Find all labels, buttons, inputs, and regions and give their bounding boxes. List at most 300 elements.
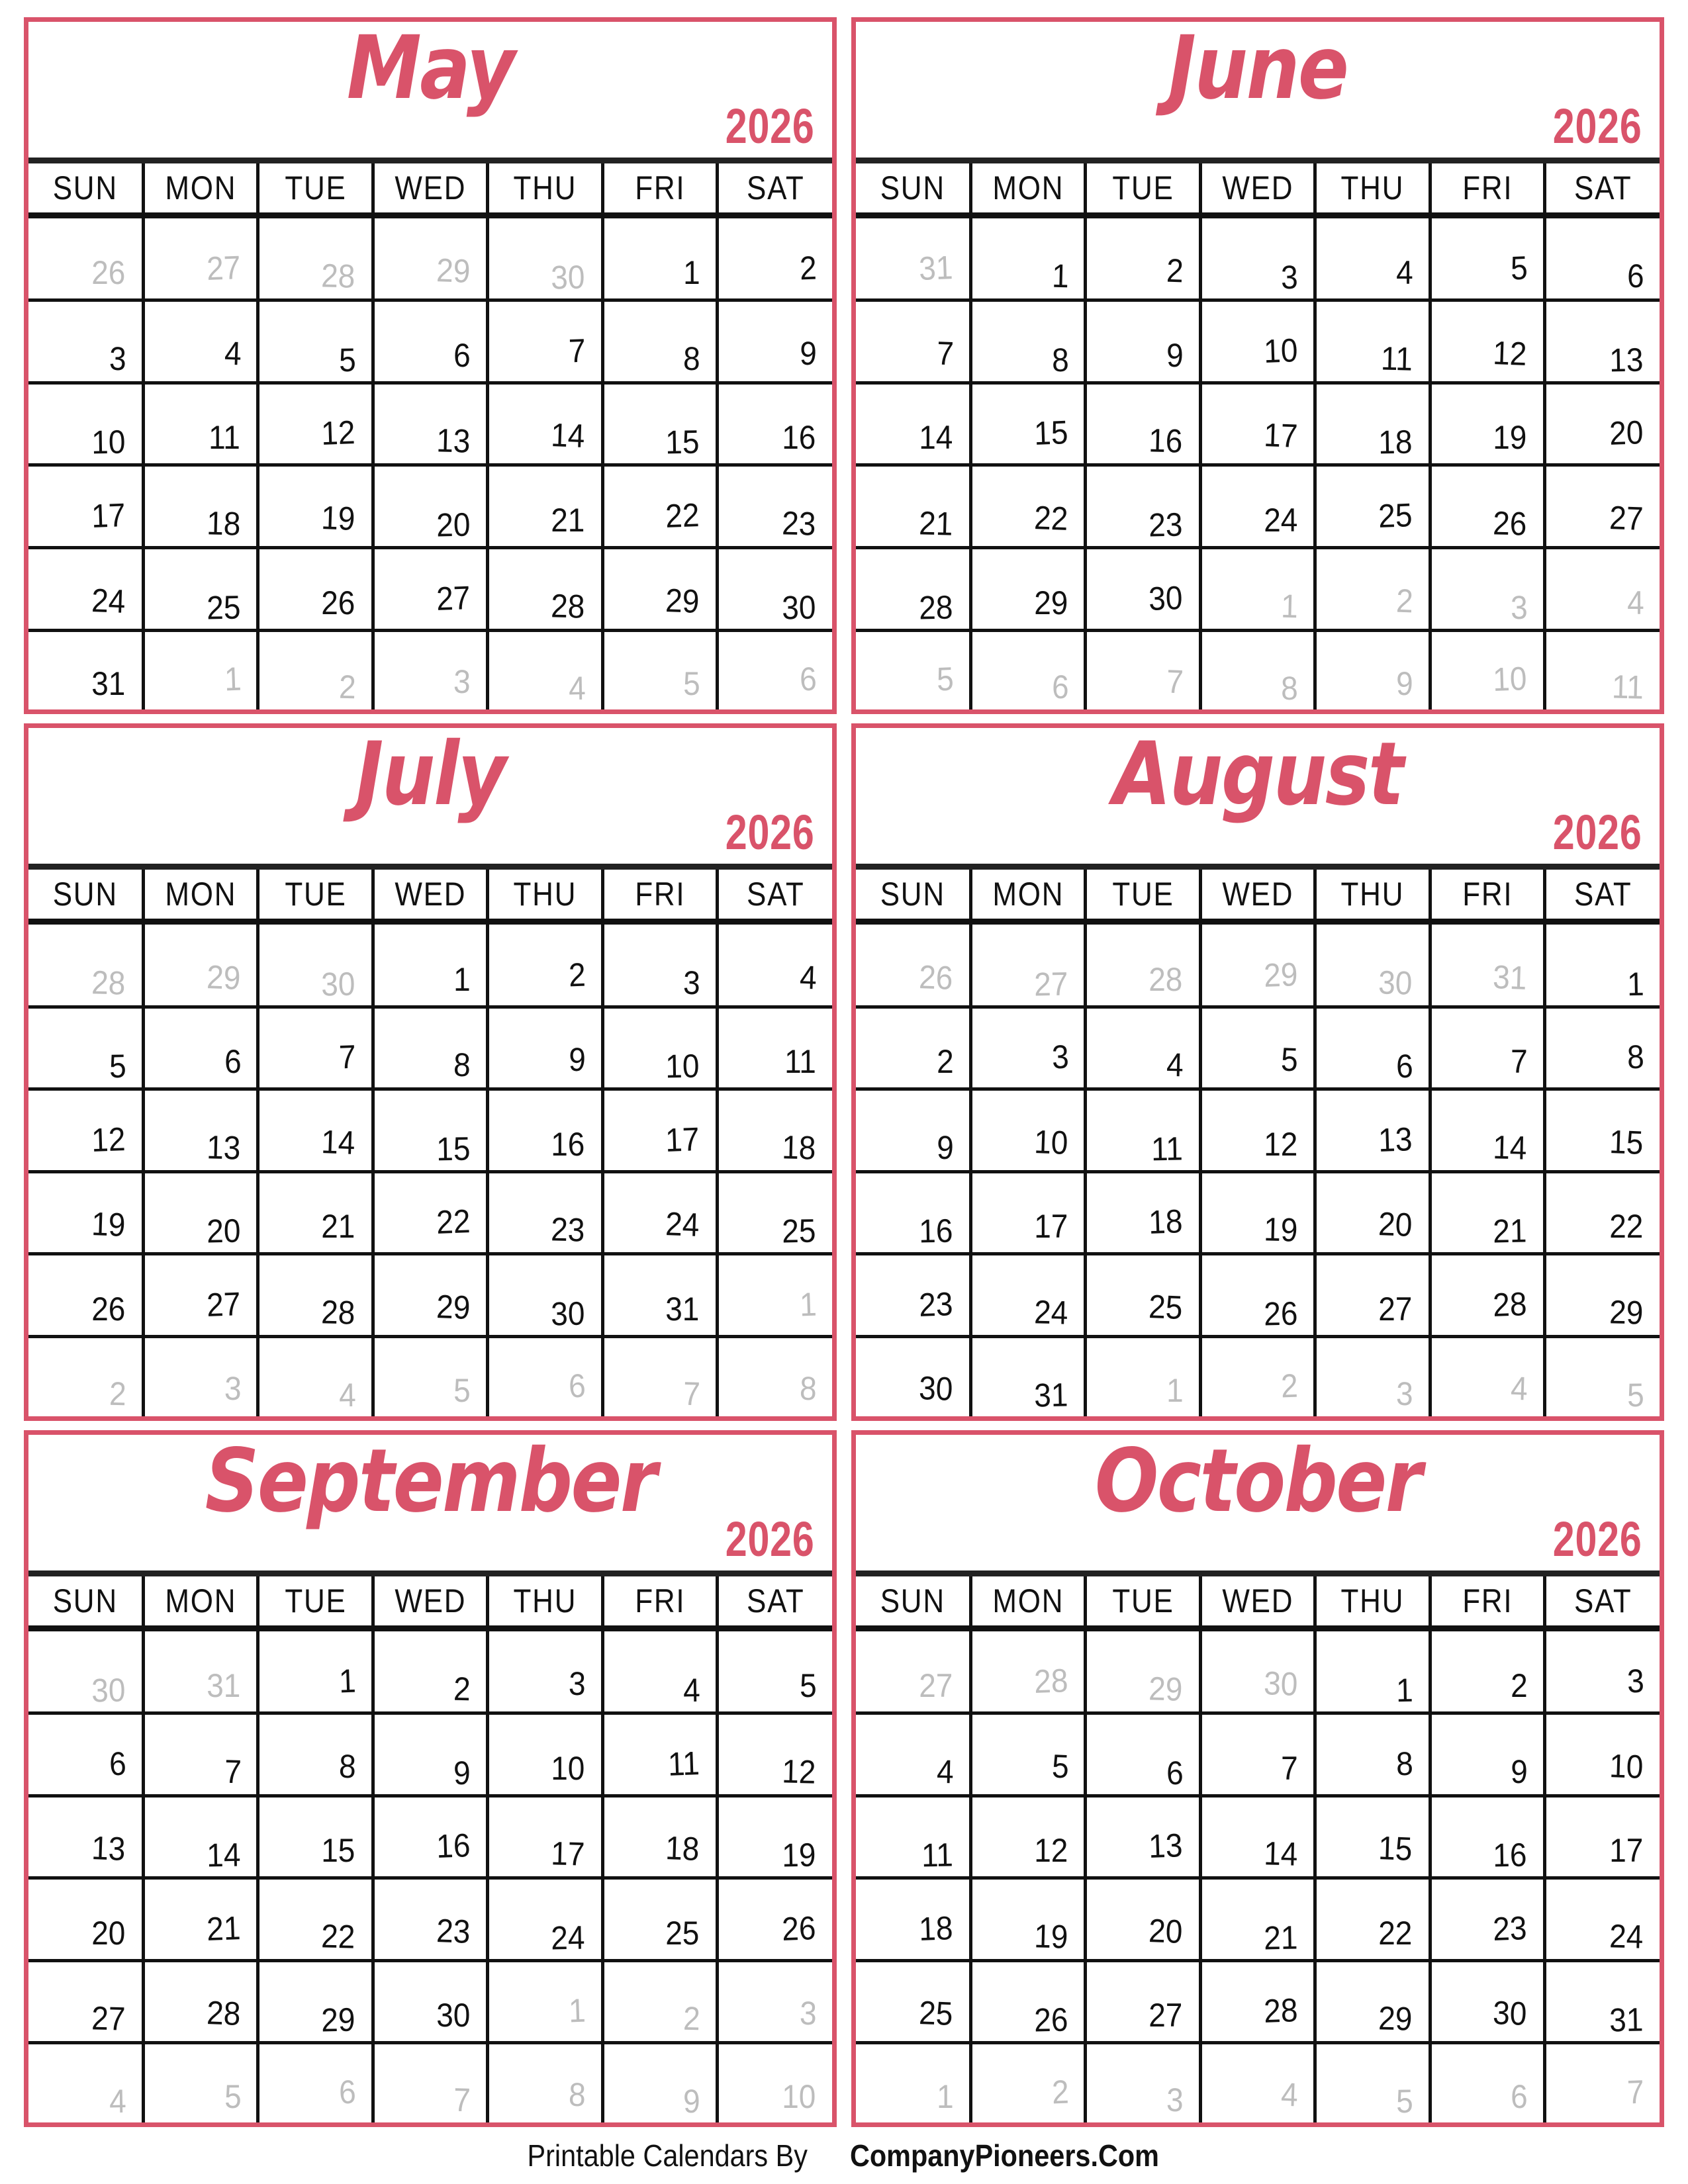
- day-cell-adjacent-month[interactable]: [28, 2043, 143, 2122]
- day-cell[interactable]: [258, 465, 373, 548]
- weekday-header-sun: [28, 161, 143, 216]
- day-cell[interactable]: [143, 1960, 258, 2043]
- day-cell[interactable]: [143, 548, 258, 631]
- day-cell-adjacent-month[interactable]: [143, 922, 258, 1007]
- day-cell[interactable]: [143, 383, 258, 465]
- day-cell[interactable]: [258, 300, 373, 383]
- day-cell[interactable]: [1200, 1254, 1315, 1337]
- day-cell[interactable]: [28, 1878, 143, 1961]
- day-cell[interactable]: [602, 1007, 717, 1089]
- day-cell[interactable]: [373, 922, 487, 1007]
- day-number: 22: [435, 1203, 471, 1242]
- day-cell-adjacent-month[interactable]: [28, 1336, 143, 1416]
- day-number: 21: [918, 504, 954, 543]
- day-cell[interactable]: [1430, 1007, 1544, 1089]
- day-cell[interactable]: [1315, 1878, 1430, 1961]
- day-cell-adjacent-month[interactable]: [1545, 1336, 1660, 1416]
- day-cell-adjacent-month[interactable]: [1315, 2043, 1430, 2122]
- day-cell[interactable]: [28, 465, 143, 548]
- month-header: [856, 17, 1660, 158]
- day-cell[interactable]: [970, 1254, 1085, 1337]
- day-cell[interactable]: [373, 548, 487, 631]
- day-number: 17: [550, 1835, 586, 1873]
- day-cell[interactable]: [1545, 1878, 1660, 1961]
- day-cell-adjacent-month[interactable]: [1200, 1628, 1315, 1713]
- day-cell-adjacent-month[interactable]: [718, 2043, 832, 2122]
- day-cell[interactable]: [258, 1796, 373, 1878]
- day-cell-adjacent-month[interactable]: [1315, 548, 1430, 631]
- day-cell[interactable]: [258, 1713, 373, 1796]
- day-cell-adjacent-month[interactable]: [970, 922, 1085, 1007]
- day-cell[interactable]: [1086, 216, 1200, 300]
- day-cell[interactable]: [602, 1796, 717, 1878]
- day-number: 30: [1492, 1994, 1528, 2033]
- day-number: 28: [919, 588, 954, 627]
- day-cell[interactable]: [718, 1796, 832, 1878]
- day-cell[interactable]: [1086, 1796, 1200, 1878]
- day-cell-adjacent-month[interactable]: [602, 1960, 717, 2043]
- day-cell[interactable]: [970, 1713, 1085, 1796]
- weekday-label: SUN: [52, 876, 118, 913]
- day-cell[interactable]: [373, 1796, 487, 1878]
- day-cell[interactable]: [373, 1089, 487, 1172]
- weekday-header-fri: [1430, 1573, 1544, 1628]
- day-cell-adjacent-month[interactable]: [488, 216, 602, 300]
- day-cell[interactable]: [373, 1007, 487, 1089]
- day-cell[interactable]: [602, 922, 717, 1007]
- day-cell[interactable]: [1200, 216, 1315, 300]
- day-cell-adjacent-month[interactable]: [1200, 922, 1315, 1007]
- day-cell[interactable]: [143, 1007, 258, 1089]
- day-cell-adjacent-month[interactable]: [1315, 1336, 1430, 1416]
- day-cell[interactable]: [970, 1960, 1085, 2043]
- day-cell[interactable]: [856, 1007, 970, 1089]
- day-cell-adjacent-month[interactable]: [1430, 922, 1544, 1007]
- day-cell[interactable]: [258, 548, 373, 631]
- day-cell-adjacent-month[interactable]: [1200, 630, 1315, 709]
- day-cell[interactable]: [1545, 465, 1660, 548]
- day-cell[interactable]: [1086, 383, 1200, 465]
- weekday-header-fri: [602, 161, 717, 216]
- day-cell[interactable]: [143, 1713, 258, 1796]
- day-cell[interactable]: [1315, 1254, 1430, 1337]
- day-cell[interactable]: [143, 1171, 258, 1254]
- day-cell[interactable]: [28, 1960, 143, 2043]
- day-cell[interactable]: [1430, 1089, 1544, 1172]
- day-cell[interactable]: [1545, 1628, 1660, 1713]
- day-cell[interactable]: [856, 1713, 970, 1796]
- day-cell[interactable]: [602, 216, 717, 300]
- day-cell-adjacent-month[interactable]: [1545, 2043, 1660, 2122]
- day-cell[interactable]: [970, 1878, 1085, 1961]
- day-cell[interactable]: [373, 383, 487, 465]
- day-cell[interactable]: [856, 548, 970, 631]
- day-cell[interactable]: [258, 1007, 373, 1089]
- day-cell-adjacent-month[interactable]: [143, 1628, 258, 1713]
- day-cell-adjacent-month[interactable]: [718, 1336, 832, 1416]
- day-cell[interactable]: [1545, 1960, 1660, 2043]
- day-cell-adjacent-month[interactable]: [1086, 922, 1200, 1007]
- day-cell[interactable]: [718, 383, 832, 465]
- day-cell[interactable]: [602, 465, 717, 548]
- day-cell[interactable]: [602, 548, 717, 631]
- day-cell[interactable]: [28, 1713, 143, 1796]
- day-cell[interactable]: [1315, 1713, 1430, 1796]
- week-row: [856, 1171, 1660, 1254]
- day-cell[interactable]: [1545, 1089, 1660, 1172]
- day-cell[interactable]: [856, 1796, 970, 1878]
- day-cell-adjacent-month[interactable]: [258, 216, 373, 300]
- day-number: 6: [224, 1043, 242, 1081]
- day-cell-adjacent-month[interactable]: [28, 216, 143, 300]
- day-number: 8: [682, 340, 701, 378]
- day-cell[interactable]: [1430, 216, 1544, 300]
- day-cell[interactable]: [970, 1796, 1085, 1878]
- day-cell[interactable]: [1545, 1796, 1660, 1878]
- day-cell-adjacent-month[interactable]: [602, 2043, 717, 2122]
- day-cell[interactable]: [1086, 1007, 1200, 1089]
- day-number: 12: [781, 1752, 817, 1791]
- day-cell[interactable]: [258, 1628, 373, 1713]
- day-cell-adjacent-month[interactable]: [1086, 630, 1200, 709]
- day-cell[interactable]: [1545, 922, 1660, 1007]
- day-cell-adjacent-month[interactable]: [718, 630, 832, 709]
- day-cell-adjacent-month[interactable]: [28, 922, 143, 1007]
- day-cell[interactable]: [488, 548, 602, 631]
- day-cell[interactable]: [258, 1089, 373, 1172]
- day-cell[interactable]: [1200, 383, 1315, 465]
- day-cell[interactable]: [718, 465, 832, 548]
- day-cell[interactable]: [602, 1713, 717, 1796]
- day-cell[interactable]: [488, 383, 602, 465]
- day-cell[interactable]: [1545, 1171, 1660, 1254]
- day-number: 1: [1395, 1671, 1413, 1709]
- day-cell[interactable]: [1200, 1713, 1315, 1796]
- day-number: 24: [550, 1919, 585, 1957]
- day-cell[interactable]: [488, 922, 602, 1007]
- day-cell-adjacent-month[interactable]: [373, 2043, 487, 2122]
- day-cell[interactable]: [1315, 1960, 1430, 2043]
- day-cell[interactable]: [1086, 1878, 1200, 1961]
- day-cell[interactable]: [602, 1628, 717, 1713]
- week-row: [28, 465, 832, 548]
- day-cell[interactable]: [373, 1878, 487, 1961]
- day-cell[interactable]: [718, 1007, 832, 1089]
- day-cell-adjacent-month[interactable]: [856, 922, 970, 1007]
- day-cell[interactable]: [602, 1089, 717, 1172]
- day-cell-adjacent-month[interactable]: [970, 630, 1085, 709]
- day-number: 7: [936, 334, 955, 373]
- day-cell[interactable]: [1086, 465, 1200, 548]
- day-number: 8: [799, 1369, 818, 1408]
- day-cell[interactable]: [856, 1960, 970, 2043]
- day-cell[interactable]: [1086, 1171, 1200, 1254]
- day-cell[interactable]: [1430, 1254, 1544, 1337]
- day-cell[interactable]: [1430, 1878, 1544, 1961]
- day-cell[interactable]: [970, 1089, 1085, 1172]
- day-cell[interactable]: [856, 1171, 970, 1254]
- day-cell[interactable]: [1200, 1796, 1315, 1878]
- day-number: 10: [1609, 1747, 1644, 1786]
- day-cell[interactable]: [718, 1628, 832, 1713]
- day-cell-adjacent-month[interactable]: [258, 922, 373, 1007]
- day-cell[interactable]: [856, 1254, 970, 1337]
- day-cell[interactable]: [1545, 1254, 1660, 1337]
- day-cell[interactable]: [856, 300, 970, 383]
- day-cell[interactable]: [856, 465, 970, 548]
- day-cell[interactable]: [970, 548, 1085, 631]
- day-cell-adjacent-month[interactable]: [856, 216, 970, 300]
- day-cell[interactable]: [1545, 216, 1660, 300]
- day-cell-adjacent-month[interactable]: [856, 630, 970, 709]
- day-cell[interactable]: [1200, 1171, 1315, 1254]
- day-cell[interactable]: [718, 1878, 832, 1961]
- day-cell-adjacent-month[interactable]: [258, 1336, 373, 1416]
- day-number: 27: [435, 578, 471, 617]
- day-cell[interactable]: [258, 1878, 373, 1961]
- day-cell-adjacent-month[interactable]: [488, 630, 602, 709]
- day-cell[interactable]: [258, 1171, 373, 1254]
- day-cell[interactable]: [970, 300, 1085, 383]
- day-cell-adjacent-month[interactable]: [1086, 1336, 1200, 1416]
- day-cell[interactable]: [143, 300, 258, 383]
- day-cell[interactable]: [1086, 548, 1200, 631]
- day-cell[interactable]: [602, 1878, 717, 1961]
- day-cell[interactable]: [718, 1089, 832, 1172]
- day-cell[interactable]: [373, 465, 487, 548]
- day-cell[interactable]: [602, 300, 717, 383]
- day-cell[interactable]: [856, 1089, 970, 1172]
- day-cell-adjacent-month[interactable]: [373, 1336, 487, 1416]
- day-cell[interactable]: [1545, 300, 1660, 383]
- footer-brand-link[interactable]: CompanyPioneers.Com: [849, 2138, 1159, 2173]
- day-cell[interactable]: [718, 1171, 832, 1254]
- day-cell[interactable]: [28, 1254, 143, 1337]
- week-row: [28, 1628, 832, 1713]
- day-number: 30: [550, 1295, 585, 1333]
- day-cell-adjacent-month[interactable]: [1430, 630, 1544, 709]
- week-row: [28, 1007, 832, 1089]
- day-cell[interactable]: [1430, 465, 1544, 548]
- day-cell[interactable]: [28, 1089, 143, 1172]
- day-cell[interactable]: [488, 1089, 602, 1172]
- day-cell[interactable]: [1315, 216, 1430, 300]
- day-cell[interactable]: [970, 465, 1085, 548]
- day-cell[interactable]: [1545, 1713, 1660, 1796]
- day-cell[interactable]: [373, 1171, 487, 1254]
- day-number: 3: [1626, 1662, 1645, 1700]
- day-number: 30: [91, 1671, 126, 1709]
- day-cell[interactable]: [718, 300, 832, 383]
- day-cell-adjacent-month[interactable]: [602, 630, 717, 709]
- day-cell-adjacent-month[interactable]: [143, 216, 258, 300]
- day-cell[interactable]: [1315, 1796, 1430, 1878]
- day-cell[interactable]: [1430, 1713, 1544, 1796]
- day-cell[interactable]: [488, 1878, 602, 1961]
- day-cell[interactable]: [1315, 383, 1430, 465]
- day-cell-adjacent-month[interactable]: [1315, 630, 1430, 709]
- day-cell-adjacent-month[interactable]: [970, 2043, 1085, 2122]
- day-cell-adjacent-month[interactable]: [143, 1336, 258, 1416]
- day-cell[interactable]: [28, 548, 143, 631]
- day-cell[interactable]: [488, 1254, 602, 1337]
- day-number: 27: [1033, 965, 1068, 1003]
- day-number: 18: [206, 504, 241, 543]
- day-cell[interactable]: [28, 630, 143, 709]
- day-cell[interactable]: [488, 1628, 602, 1713]
- weekday-label: SUN: [880, 169, 945, 206]
- day-cell[interactable]: [28, 1007, 143, 1089]
- day-cell[interactable]: [602, 1254, 717, 1337]
- day-cell[interactable]: [970, 383, 1085, 465]
- day-cell[interactable]: [970, 1007, 1085, 1089]
- day-number: 23: [1492, 1909, 1528, 1948]
- day-cell[interactable]: [1200, 1089, 1315, 1172]
- day-number: 21: [1493, 1212, 1528, 1250]
- day-cell-adjacent-month[interactable]: [1200, 548, 1315, 631]
- day-cell[interactable]: [856, 1878, 970, 1961]
- day-cell-adjacent-month[interactable]: [1430, 1336, 1544, 1416]
- day-cell[interactable]: [1086, 1089, 1200, 1172]
- day-cell[interactable]: [1200, 300, 1315, 383]
- day-cell-adjacent-month[interactable]: [718, 1960, 832, 2043]
- day-cell[interactable]: [1086, 1960, 1200, 2043]
- day-cell-adjacent-month[interactable]: [488, 2043, 602, 2122]
- day-cell[interactable]: [718, 216, 832, 300]
- day-cell[interactable]: [1430, 300, 1544, 383]
- day-cell[interactable]: [28, 300, 143, 383]
- day-cell[interactable]: [1430, 1628, 1544, 1713]
- day-cell[interactable]: [1315, 1628, 1430, 1713]
- day-cell-adjacent-month[interactable]: [970, 1628, 1085, 1713]
- day-cell-adjacent-month[interactable]: [143, 630, 258, 709]
- day-cell-adjacent-month[interactable]: [1200, 2043, 1315, 2122]
- weekday-header-sat: [718, 1573, 832, 1628]
- day-cell[interactable]: [1086, 1254, 1200, 1337]
- day-cell-adjacent-month[interactable]: [1315, 922, 1430, 1007]
- day-cell[interactable]: [1315, 1089, 1430, 1172]
- day-cell[interactable]: [488, 1796, 602, 1878]
- day-cell[interactable]: [373, 1628, 487, 1713]
- month-year: 2026: [726, 1511, 815, 1567]
- day-cell[interactable]: [258, 1254, 373, 1337]
- day-cell[interactable]: [718, 922, 832, 1007]
- day-cell[interactable]: [1200, 1960, 1315, 2043]
- weekday-label: THU: [1340, 1582, 1405, 1619]
- day-number: 22: [1378, 1914, 1413, 1952]
- day-cell[interactable]: [602, 383, 717, 465]
- day-cell[interactable]: [602, 1171, 717, 1254]
- day-cell[interactable]: [1315, 300, 1430, 383]
- day-number: 2: [1280, 1367, 1299, 1405]
- day-cell[interactable]: [143, 1796, 258, 1878]
- day-cell[interactable]: [1315, 465, 1430, 548]
- month-title: June: [1168, 17, 1348, 119]
- day-cell[interactable]: [373, 300, 487, 383]
- day-cell-adjacent-month[interactable]: [1545, 548, 1660, 631]
- day-cell[interactable]: [28, 383, 143, 465]
- day-cell[interactable]: [373, 1254, 487, 1337]
- day-number: 9: [1166, 336, 1184, 374]
- day-cell[interactable]: [1086, 300, 1200, 383]
- day-cell[interactable]: [28, 1171, 143, 1254]
- day-cell[interactable]: [718, 548, 832, 631]
- day-cell[interactable]: [856, 1336, 970, 1416]
- day-cell-adjacent-month[interactable]: [258, 630, 373, 709]
- day-number: 10: [1262, 331, 1298, 370]
- day-cell[interactable]: [258, 383, 373, 465]
- day-cell-adjacent-month[interactable]: [602, 1336, 717, 1416]
- day-cell[interactable]: [1200, 1878, 1315, 1961]
- day-cell-adjacent-month[interactable]: [373, 630, 487, 709]
- day-cell[interactable]: [28, 1796, 143, 1878]
- day-cell[interactable]: [1086, 1713, 1200, 1796]
- day-cell[interactable]: [488, 1007, 602, 1089]
- day-cell[interactable]: [1200, 1007, 1315, 1089]
- weekday-header-thu: [1315, 867, 1430, 922]
- day-number: 24: [1609, 1917, 1644, 1956]
- day-cell[interactable]: [143, 1878, 258, 1961]
- day-cell-adjacent-month[interactable]: [488, 1336, 602, 1416]
- day-cell[interactable]: [143, 1089, 258, 1172]
- day-cell[interactable]: [143, 1254, 258, 1337]
- day-number: 15: [1033, 414, 1069, 453]
- day-cell-adjacent-month[interactable]: [1430, 548, 1544, 631]
- day-cell[interactable]: [970, 1336, 1085, 1416]
- day-cell[interactable]: [1430, 1171, 1544, 1254]
- day-cell[interactable]: [1545, 383, 1660, 465]
- day-cell-adjacent-month[interactable]: [1200, 1336, 1315, 1416]
- day-cell[interactable]: [1545, 1007, 1660, 1089]
- day-cell[interactable]: [143, 465, 258, 548]
- day-cell[interactable]: [373, 1713, 487, 1796]
- day-cell-adjacent-month[interactable]: [28, 1628, 143, 1713]
- day-number: 6: [1511, 2078, 1528, 2115]
- weekday-label: THU: [513, 876, 577, 913]
- day-number: 24: [1263, 502, 1297, 539]
- day-cell[interactable]: [718, 1713, 832, 1796]
- day-cell[interactable]: [970, 216, 1085, 300]
- day-cell[interactable]: [488, 465, 602, 548]
- day-cell[interactable]: [1430, 383, 1544, 465]
- day-cell-adjacent-month[interactable]: [258, 2043, 373, 2122]
- day-cell[interactable]: [1430, 1960, 1544, 2043]
- day-cell-adjacent-month[interactable]: [1086, 2043, 1200, 2122]
- day-cell-adjacent-month[interactable]: [373, 216, 487, 300]
- day-cell[interactable]: [488, 1713, 602, 1796]
- day-number: 2: [1051, 2073, 1070, 2111]
- day-cell[interactable]: [488, 1171, 602, 1254]
- day-cell-adjacent-month[interactable]: [143, 2043, 258, 2122]
- day-cell-adjacent-month[interactable]: [718, 1254, 832, 1337]
- day-cell[interactable]: [1315, 1007, 1430, 1089]
- day-cell-adjacent-month[interactable]: [488, 1960, 602, 2043]
- day-cell-adjacent-month[interactable]: [856, 2043, 970, 2122]
- day-cell[interactable]: [1200, 465, 1315, 548]
- day-cell[interactable]: [856, 383, 970, 465]
- day-cell-adjacent-month[interactable]: [856, 1628, 970, 1713]
- day-cell[interactable]: [1315, 1171, 1430, 1254]
- day-cell-adjacent-month[interactable]: [1086, 1628, 1200, 1713]
- day-cell[interactable]: [373, 1960, 487, 2043]
- day-cell-adjacent-month[interactable]: [1430, 2043, 1544, 2122]
- day-cell[interactable]: [970, 1171, 1085, 1254]
- day-cell[interactable]: [258, 1960, 373, 2043]
- day-cell[interactable]: [488, 300, 602, 383]
- weekday-label: WED: [1222, 169, 1293, 206]
- day-cell-adjacent-month[interactable]: [1545, 630, 1660, 709]
- day-cell[interactable]: [1430, 1796, 1544, 1878]
